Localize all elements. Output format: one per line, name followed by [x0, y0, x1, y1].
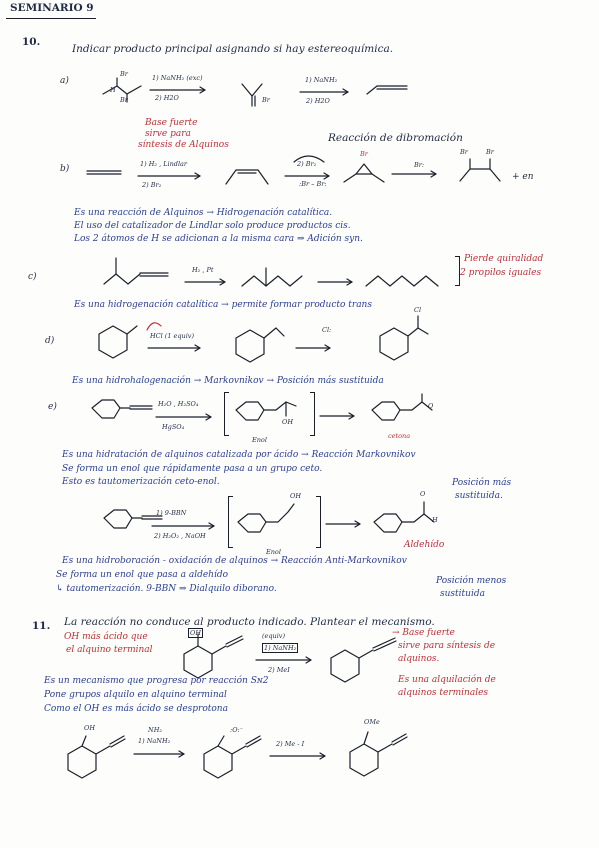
part-b-label: b) — [60, 164, 70, 174]
br-anion-b: Br: — [414, 161, 425, 169]
reagent-e-top: H₂O , H₂SO₄ — [158, 400, 199, 408]
note-e-4: sustituida — [440, 589, 485, 599]
q11-reagent-top: (equiv) — [262, 632, 286, 640]
note-e-2: sustituida. — [455, 491, 503, 501]
q11-product — [325, 636, 405, 684]
reaction-title-b: Reacción de dibromación — [328, 132, 463, 144]
reagent-b-bot: 2) Br₂ — [142, 181, 162, 189]
dibromide-product-b — [456, 155, 506, 187]
mech-reagent: 1) NaNH₂ — [138, 737, 171, 745]
arrow-c-2 — [318, 278, 358, 286]
reagent-e-bot: HgSO₄ — [162, 423, 185, 431]
arrow-e2-2 — [326, 520, 366, 528]
explain-b-1: Es una reacción de Alquinos → Hidrogenación catalítica. — [74, 208, 333, 218]
part-e-label: e) — [48, 402, 57, 412]
carbocation-d — [228, 318, 288, 368]
arrow-e-2 — [320, 412, 360, 420]
title-underline — [6, 18, 96, 19]
mech-arrow-1 — [134, 750, 190, 758]
q11-line-2: Pone grupos alquilo en alquino terminal — [44, 690, 227, 700]
vinyl-chloride-product-d — [372, 314, 432, 366]
mech-ome: OMe — [364, 718, 380, 726]
part-a-label: a) — [60, 76, 69, 86]
bracket-e2-left — [228, 496, 233, 548]
aldehyde-product-e2 — [370, 496, 450, 540]
note-c-1: Pierde quiralidad — [464, 254, 544, 264]
arrow-b-3 — [392, 170, 442, 178]
q11-right-4: Es una alquilación de — [398, 675, 496, 685]
alkane-product-c — [362, 260, 450, 292]
cis-alkene-b — [222, 164, 274, 190]
note-a-1: Base fuerte — [145, 118, 198, 128]
br-product-b-1: Br — [460, 148, 468, 156]
o-label-e2: O — [420, 490, 426, 498]
reagent-b-top: 1) H₂ , Lindlar — [140, 160, 188, 168]
trans-alkene-c — [238, 260, 318, 292]
arrow-d — [148, 344, 208, 352]
note-e-3: Posición menos — [436, 576, 507, 586]
enol-e2 — [234, 494, 314, 544]
br-label-1: Br — [120, 70, 128, 78]
bracket-e-left — [224, 392, 229, 436]
o-label-e: O — [428, 402, 434, 410]
alkyne-b — [85, 168, 125, 178]
part-d-label: d) — [45, 336, 55, 346]
enyne-c — [100, 252, 172, 292]
explain-e-6: ↳ tautomerización. 9-BBN ⇒ Dialquilo diborano. — [56, 584, 277, 594]
brbr-b: :Br – Br: — [299, 180, 327, 188]
explain-c: Es una hidrogenación catalítica → permite formar producto trans — [74, 300, 372, 310]
step-b: 2) Br₂ — [297, 160, 317, 168]
explain-d: Es una hidrohalogenación → Markovnikov → Posición más sustituida — [72, 376, 384, 386]
explain-e-1: Es una hidratación de alquinos catalizada por ácido → Reacción Markovnikov — [62, 450, 416, 460]
reagent-a-2-bot: 2) H2O — [306, 97, 330, 105]
q11-reagent-bot: 2) MeI — [268, 666, 290, 674]
reagent-a-2-top: 1) NaNH₂ — [305, 76, 338, 84]
question-10-number: 10. — [22, 36, 41, 48]
enol-label-e: Enol — [252, 436, 267, 444]
vinyl-bromide-structure — [238, 78, 278, 108]
mech-arrow-2 — [270, 752, 332, 760]
mech-product — [342, 726, 412, 782]
plus-en-b: + en — [512, 172, 534, 182]
reagent-d: HCl (1 equiv) — [150, 332, 195, 340]
arrow-a-2 — [300, 88, 355, 96]
cl-ion-d: Cl: — [322, 326, 332, 334]
q11-left-1: OH más ácido que — [64, 632, 148, 642]
bracket-e2-right — [316, 496, 321, 548]
explain-e-2: Se forma un enol que rápidamente pasa a un grupo ceto. — [62, 464, 323, 474]
part-c-label: c) — [28, 272, 37, 282]
ketone-product-e — [368, 394, 448, 430]
reagent-e2-top: 1) 9-BBN — [156, 509, 187, 517]
page-title: SEMINARIO 9 — [10, 2, 94, 14]
enol-e — [232, 392, 312, 432]
note-a-2: sirve para — [145, 129, 191, 139]
reagent-a-1-top: 1) NaNH₂ (exc) — [152, 74, 203, 82]
mech-nh2: NH₂ — [148, 726, 162, 734]
q11-line-1: Es un mecanismo que progresa por reacción Sɴ2 — [44, 676, 269, 686]
oh-box-label: OH — [190, 629, 201, 637]
explain-e-4: Es una hidroboración - oxidación de alquinos → Reacción Anti-Markovnikov — [62, 556, 407, 566]
arrow-b-2 — [285, 172, 335, 180]
explain-b-3: Los 2 átomos de H se adicionan a la misma cara ⇒ Adición syn. — [74, 234, 363, 244]
cl-label-d: Cl — [414, 306, 422, 314]
reagent-c: H₂ , Pt — [192, 266, 214, 274]
mech-alkoxide — [196, 730, 266, 786]
mech-oh: OH — [84, 724, 95, 732]
propyne-product — [365, 80, 415, 100]
arrow-d-2 — [296, 344, 336, 352]
mech-substrate — [60, 730, 130, 786]
explain-e-5: Se forma un enol que pasa a aldehído — [56, 570, 229, 580]
reagent-a-1-bot: 2) H2O — [155, 94, 179, 102]
question-11-number: 11. — [32, 620, 51, 632]
arrow-a-1 — [150, 86, 210, 94]
mech-step-2: 2) Me - I — [276, 740, 305, 748]
aldehido-label: Aldehído — [404, 540, 445, 550]
note-e-1: Posición más — [452, 478, 512, 488]
br-label-3: Br — [262, 96, 270, 104]
q11-right-5: alquinos terminales — [398, 688, 489, 698]
q11-left-2: el alquino terminal — [66, 645, 153, 655]
note-a-3: síntesis de Alquinos — [138, 140, 229, 150]
q11-right-1: → Base fuerte — [392, 628, 455, 638]
cyclohexyl-alkyne-d — [85, 320, 145, 368]
oh-label-e2: OH — [290, 492, 301, 500]
br-plus-b: Br — [360, 150, 368, 158]
h-label-e2: H — [432, 516, 438, 524]
q11-reagent-mid: 1) NaNH₂ — [264, 644, 297, 652]
q11-right-3: alquinos. — [398, 654, 440, 664]
arrow-c — [185, 278, 230, 286]
bromonium-b — [340, 160, 390, 190]
oh-label-e: OH — [282, 418, 293, 426]
br-product-b-2: Br — [486, 148, 494, 156]
explain-b-2: El uso del catalizador de Lindlar solo produce productos cis. — [74, 221, 351, 231]
curved-arrow-d — [145, 318, 165, 332]
br-label-2: Br — [120, 96, 128, 104]
question-10-prompt: Indicar producto principal asignando si hay estereoquímica. — [72, 43, 394, 55]
q11-right-2: sirve para síntesis de — [398, 641, 496, 651]
bracket-e-right — [310, 392, 315, 436]
q11-arrow — [256, 656, 318, 664]
arrow-e2-1 — [152, 522, 220, 530]
arrow-b-1 — [138, 172, 208, 180]
reagent-e2-bot: 2) H₂O₂ , NaOH — [154, 532, 206, 540]
mech-o-minus: :O:⁻ — [230, 726, 244, 734]
question-11-prompt: La reacción no conduce al producto indicado. Plantear el mecanismo. — [64, 616, 435, 628]
phenylpropyne-e — [88, 394, 158, 430]
enol-label-e2: Enol — [266, 548, 281, 556]
arrow-e-1 — [156, 413, 218, 421]
q11-line-3: Como el OH es más ácido se desprotona — [44, 704, 228, 714]
explain-e-3: Esto es tautomerización ceto-enol. — [62, 477, 220, 487]
h-label: H — [110, 86, 116, 94]
cetona-label: cetona — [388, 432, 411, 440]
note-c-2: 2 propilos iguales — [460, 268, 542, 278]
